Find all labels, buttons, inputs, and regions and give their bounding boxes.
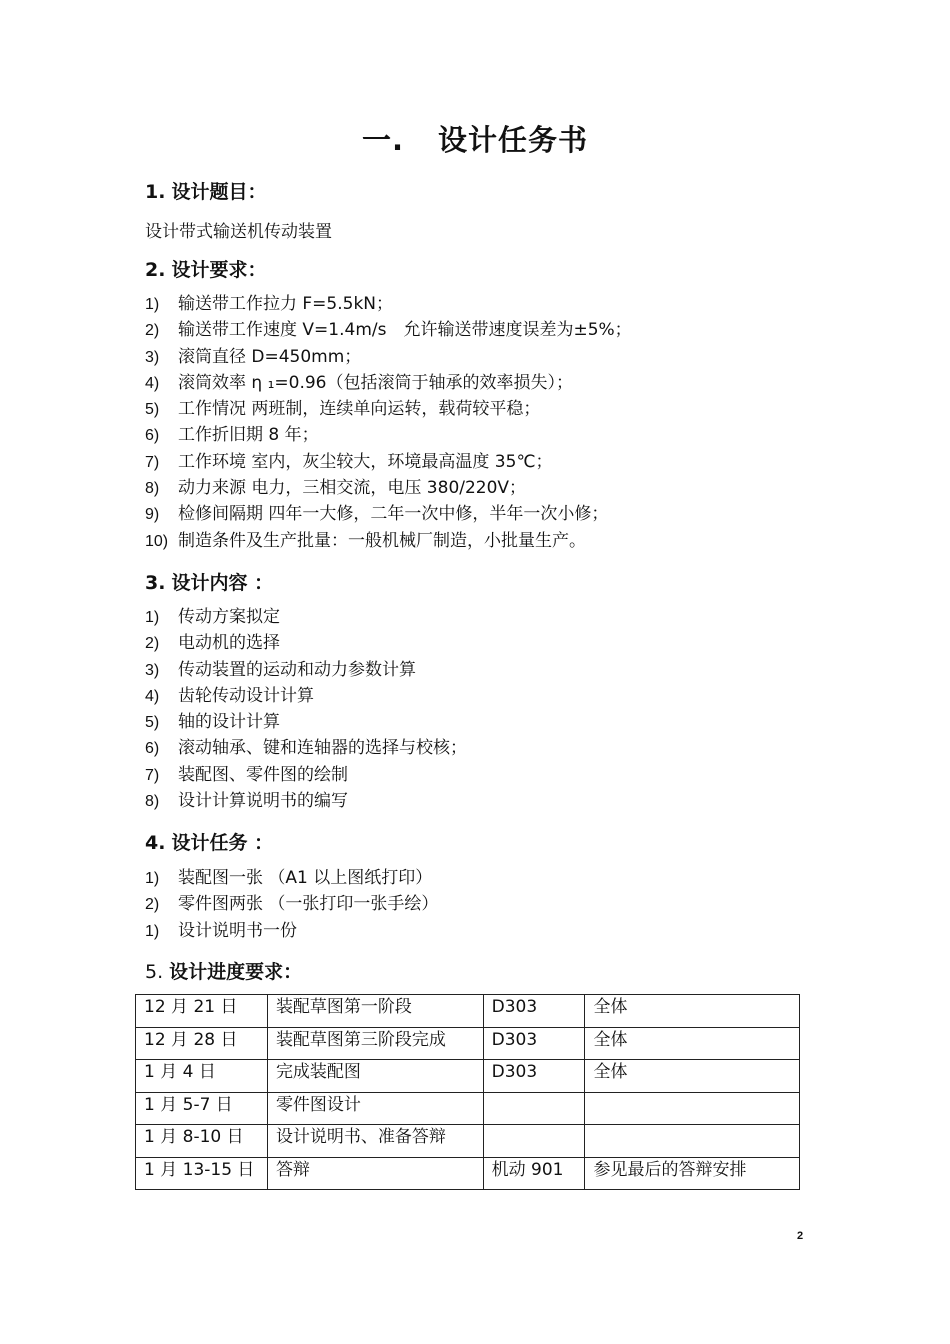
- table-cell: 装配草图第一阶段: [267, 995, 483, 1028]
- table-cell: 参见最后的答辩安排: [585, 1157, 800, 1190]
- list-item: 1) 输送带工作拉力 F=5.5kN；: [145, 294, 394, 314]
- design-topic-text: 设计带式输送机传动装置: [145, 222, 332, 242]
- list-item: 4) 齿轮传动设计计算: [145, 685, 314, 706]
- table-cell: 完成装配图: [267, 1060, 483, 1093]
- table-cell: 12 月 21 日: [136, 995, 268, 1028]
- table-cell: 1 月 4 日: [136, 1060, 268, 1093]
- table-cell: D303: [483, 995, 585, 1028]
- contents-list: [145, 604, 467, 814]
- list-item: 6) 工作折旧期 8 年；: [145, 425, 319, 446]
- requirements-list: [145, 291, 632, 554]
- table-cell: 零件图设计: [267, 1092, 483, 1125]
- table-cell: 1 月 8-10 日: [136, 1125, 268, 1158]
- list-item: 9) 检修间隔期 四年一大修，二年一次中修，半年一次小修；: [145, 504, 609, 525]
- list-item: 3) 传动装置的运动和动力参数计算: [145, 659, 416, 680]
- list-item: 3) 滚筒直径 D=450mm；: [145, 346, 362, 367]
- title-text: 设计任务书: [438, 123, 589, 157]
- schedule-table: [135, 994, 800, 1190]
- table-cell: D303: [483, 1060, 585, 1093]
- list-item: 4) 滚筒效率 η ₁=0.96（包括滚筒于轴承的效率损失）；: [145, 372, 573, 393]
- list-item: 5) 轴的设计计算: [145, 712, 280, 733]
- section-heading-requirements: 2. 设计要求：: [145, 259, 267, 281]
- table-row: [136, 1125, 800, 1158]
- list-item: 6) 滚动轴承、键和连轴器的选择与校核；: [145, 738, 467, 759]
- table-cell: 机动 901: [483, 1157, 585, 1190]
- table-cell: [483, 1092, 585, 1125]
- table-cell: 1 月 5-7 日: [136, 1092, 268, 1125]
- table-cell: 全体: [585, 995, 800, 1028]
- section-heading-topic: 1. 设计题目：: [145, 181, 267, 203]
- section-heading-tasks: 4. 设计任务 ：: [145, 832, 274, 854]
- list-item: 1) 装配图一张 （A1 以上图纸打印）: [145, 868, 433, 888]
- section-heading-schedule: 5. 设计进度要求：: [145, 961, 303, 983]
- list-item: 1) 设计说明书一份: [145, 920, 297, 941]
- tasks-list: [145, 865, 438, 944]
- table-cell: 1 月 13-15 日: [136, 1157, 268, 1190]
- title-number: 一.: [361, 123, 404, 157]
- table-row: [136, 995, 800, 1028]
- table-cell: 全体: [585, 1060, 800, 1093]
- list-item: 2) 电动机的选择: [145, 633, 280, 654]
- list-item: 1) 传动方案拟定: [145, 607, 280, 627]
- table-cell: 全体: [585, 1027, 800, 1060]
- table-row: [136, 1060, 800, 1093]
- page-number: 2: [797, 1230, 804, 1242]
- table-cell: [585, 1092, 800, 1125]
- table-row: [136, 1092, 800, 1125]
- table-row: [136, 1027, 800, 1060]
- list-item: 7) 装配图、零件图的绘制: [145, 764, 348, 785]
- list-item: 8) 设计计算说明书的编写: [145, 791, 348, 812]
- table-row: [136, 1157, 800, 1190]
- table-cell: 设计说明书、准备答辩: [267, 1125, 483, 1158]
- list-item: 2) 零件图两张 （一张打印一张手绘）: [145, 894, 439, 915]
- table-cell: 装配草图第三阶段完成: [267, 1027, 483, 1060]
- table-cell: [483, 1125, 585, 1158]
- table-cell: D303: [483, 1027, 585, 1060]
- section-heading-contents: 3. 设计内容 ：: [145, 572, 274, 594]
- table-cell: [585, 1125, 800, 1158]
- list-item: 8) 动力来源 电力，三相交流，电压 380/220V；: [145, 478, 527, 499]
- page-title: [0, 118, 950, 159]
- list-item: 10) 制造条件及生产批量：一般机械厂制造，小批量生产。: [145, 530, 586, 551]
- list-item: 7) 工作环境 室内，灰尘较大，环境最高温度 35℃；: [145, 451, 553, 472]
- list-item: 5) 工作情况 两班制，连续单向运转，载荷较平稳；: [145, 399, 541, 420]
- table-cell: 12 月 28 日: [136, 1027, 268, 1060]
- table-cell: 答辩: [267, 1157, 483, 1190]
- list-item: 2) 输送带工作速度 V=1.4m/s 允许输送带速度误差为±5%；: [145, 320, 632, 341]
